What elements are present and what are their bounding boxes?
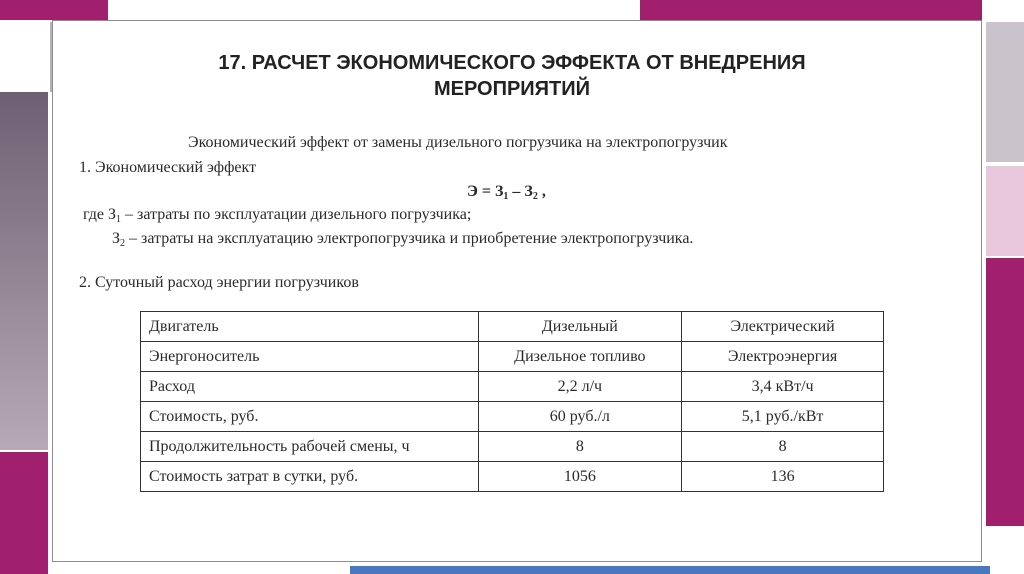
deco-top-left-purple-bar bbox=[0, 0, 108, 20]
table-row bbox=[141, 342, 884, 372]
energy-consumption-table bbox=[140, 311, 884, 492]
definition-z2: $З_2$ – затраты на эксплуатацию электропогрузчика и приобретение электропогрузчика. bbox=[112, 230, 694, 249]
table-cell: 60 руб./л bbox=[478, 402, 682, 432]
table-cell: 1056 bbox=[478, 462, 682, 492]
table-cell: Продолжительность рабочей смены, ч bbox=[141, 432, 479, 462]
table-row bbox=[141, 432, 884, 462]
deco-left-mauve-bar bbox=[0, 92, 48, 450]
table-cell: 2,2 л/ч bbox=[478, 372, 682, 402]
deco-right-purple-block bbox=[986, 258, 1024, 526]
formula: $Э = З_1 - З_2$ , bbox=[467, 183, 546, 202]
definition-z1: где $З_1$ – затраты по эксплуатации дизельного погрузчика; bbox=[83, 206, 472, 225]
table-cell: Электрический bbox=[682, 312, 884, 342]
table-row bbox=[141, 402, 884, 432]
item-1-heading: 1. Экономический эффект bbox=[79, 159, 257, 176]
table-cell: Дизельный bbox=[478, 312, 682, 342]
table-cell: Стоимость, руб. bbox=[141, 402, 479, 432]
deco-right-pink-block bbox=[986, 166, 1024, 256]
slide-title-line1: 17. РАСЧЕТ ЭКОНОМИЧЕСКОГО ЭФФЕКТА ОТ ВНЕДРЕНИЯ bbox=[218, 52, 806, 74]
table-cell: Двигатель bbox=[141, 312, 479, 342]
table-cell: Электроэнергия bbox=[682, 342, 884, 372]
table-cell: 8 bbox=[478, 432, 682, 462]
table-row bbox=[141, 312, 884, 342]
deco-bottom-blue-bar bbox=[350, 566, 990, 574]
deco-left-purple-bar bbox=[0, 452, 48, 574]
table-cell: Энергоноситель bbox=[141, 342, 479, 372]
table-cell: 3,4 кВт/ч bbox=[682, 372, 884, 402]
slide-title-line2: МЕРОПРИЯТИЙ bbox=[433, 78, 591, 100]
table-row bbox=[141, 462, 884, 492]
table-row bbox=[141, 372, 884, 402]
table-cell: 136 bbox=[682, 462, 884, 492]
table-cell: 8 bbox=[682, 432, 884, 462]
table-cell: 5,1 руб./кВт bbox=[682, 402, 884, 432]
subtitle: Экономический эффект от замены дизельного погрузчика на электропогрузчик bbox=[188, 134, 728, 151]
table-cell: Стоимость затрат в сутки, руб. bbox=[141, 462, 479, 492]
table-cell: Дизельное топливо bbox=[478, 342, 682, 372]
table-cell: Расход bbox=[141, 372, 479, 402]
deco-top-right-purple-bar bbox=[640, 0, 982, 20]
item-2-heading: 2. Суточный расход энергии погрузчиков bbox=[79, 274, 359, 291]
